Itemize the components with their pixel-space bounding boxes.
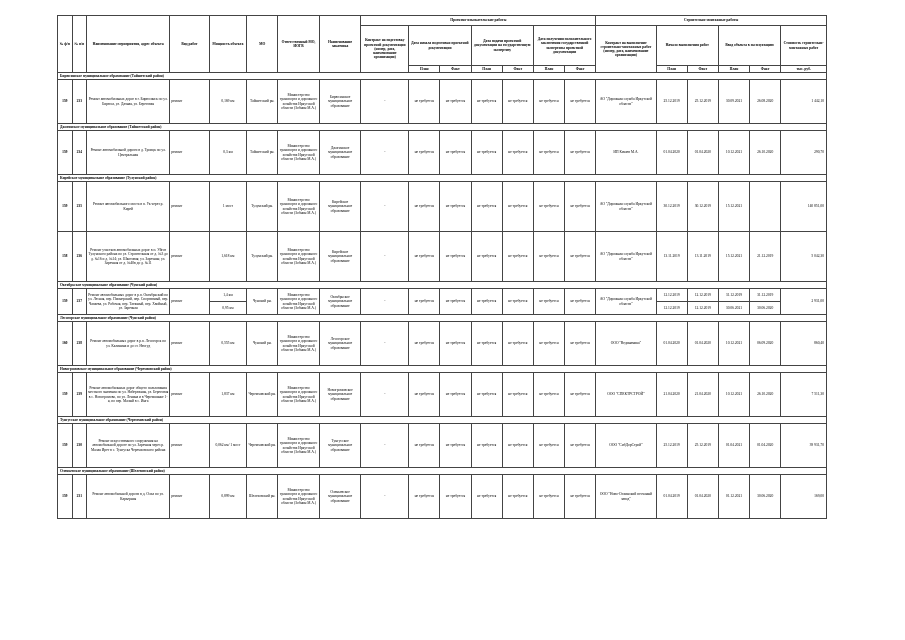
power-cell: 1,618 км [209,232,246,282]
work-cell: ремонт [170,131,209,175]
col-b-commission: Ввод объекта в эксплуатацию [718,26,780,66]
customer-cell: Новогромовское муниципальное образование [319,373,361,417]
fp-cell: 159 [58,182,73,232]
build-date-cell [750,182,781,232]
name-cell: Ремонт искусственного сооружения на автомобильной дороге по ул. Заречная через р. Малая Ирет в с. Тунгуска Черемховского района [87,424,170,468]
build-date-cell: 06.09.2020 [750,322,781,366]
build-date-cell: 12.12.2019 [656,302,687,315]
design-date-cell: не требуется [565,322,596,366]
power-cell: 1 мост [209,182,246,232]
work-cell: ремонт [170,289,209,315]
design-date-cell: не требуется [471,289,502,315]
works-table [57,15,827,519]
work-cell: ремонт [170,373,209,417]
section-title: Бирюсинское муниципальное образование (Тайшетский район) [58,73,827,80]
mo-cell: Чунский рн. [247,322,278,366]
customer-cell: Кирейское муниципальное образование [319,232,361,282]
design-date-cell: не требуется [502,182,533,232]
plan-label: План [533,66,564,73]
cost-cell: 860,40 [781,322,827,366]
group-design: Проектно-изыскательские работы [361,16,596,26]
design-date-cell: не требуется [440,131,471,175]
col-d-contract: Контракт на подготовку проектной документации (номер, дата, наименование организации) [361,26,409,73]
build-date-cell: 26.10.2020 [750,131,781,175]
fact-label: Факт [440,66,471,73]
b-contract-cell: АО "Дорожная служба Иркутской области" [596,289,656,315]
section-title: Лесогорское муниципальное образование (Чунский район) [58,315,827,322]
table-row [58,322,827,366]
col-fp: № ф/п [58,16,73,73]
col-customer: Наименование заказчика [319,16,361,73]
col-name: Наименование мероприятия, адрес объекта [87,16,170,73]
b-contract-cell: ООО "Вединамика" [596,322,656,366]
name-cell: Ремонт автомобильных дорог общего пользования местного значения по ул. Набережная, ул. Береговая в с. Новогромово, по ул. Ленина и в Черемшанке 1-я, по пер. Малый в с. Инга [87,373,170,417]
mo-cell: Черемховский рн. [247,373,278,417]
np-cell: 230 [72,424,87,468]
work-cell: ремонт [170,424,209,468]
np-cell: 231 [72,475,87,519]
design-date-cell: не требуется [471,322,502,366]
group-build: Строительно-монтажные работы [596,16,827,26]
table-row [58,80,827,124]
build-date-cell: 01.04.2020 [656,322,687,366]
resp-cell: Министерство транспорта и дорожного хозяйства Иркутской области (Зобнин М.А.) [278,80,320,124]
work-cell: ремонт [170,80,209,124]
resp-cell: Министерство транспорта и дорожного хозяйства Иркутской области (Зобнин М.А.) [278,424,320,468]
table-body [58,73,827,519]
fp-cell: 159 [58,475,73,519]
b-contract-cell: ООО "Ново-Олхинский песчаный завод" [596,475,656,519]
section-title: Октябрьское муниципальное образование (Чунский район) [58,282,827,289]
np-cell: 238 [72,322,87,366]
section-title: Оленьевское муниципальное образование (Шелеховский район) [58,468,827,475]
build-date-cell: 31.12.2019 [750,289,781,302]
build-date-cell: 10.12.2021 [718,373,749,417]
fp-cell: 159 [58,373,73,417]
table-row [58,373,827,417]
design-date-cell: не требуется [565,289,596,315]
design-date-cell: не требуется [502,232,533,282]
power-cell: 0,95 км [209,302,246,315]
d-contract-cell: - [361,232,409,282]
work-cell: ремонт [170,182,209,232]
d-contract-cell: - [361,475,409,519]
design-date-cell: не требуется [471,373,502,417]
mo-cell: Чунский рн. [247,289,278,315]
build-date-cell: 01.04.2019 [656,475,687,519]
work-cell: ремонт [170,232,209,282]
section-row [58,315,827,322]
plan-label: План [471,66,502,73]
table-row [58,475,827,519]
fp-cell: 159 [58,131,73,175]
power-cell: 1,837 км [209,373,246,417]
design-date-cell: не требуется [565,424,596,468]
design-date-cell: не требуется [502,131,533,175]
build-date-cell: 25.12.2019 [687,424,718,468]
table-row [58,289,827,302]
section-row [58,417,827,424]
power-cell: 0,062 км/ 1 мост [209,424,246,468]
design-date-cell: не требуется [471,475,502,519]
fp-cell: 158 [58,232,73,282]
cost-cell: 7 511,30 [781,373,827,417]
design-date-cell: не требуется [409,289,440,315]
design-date-cell: не требуется [565,475,596,519]
mo-cell: Тайшетский рн. [247,131,278,175]
col-work: Вид работ [170,16,209,73]
np-cell: 233 [72,80,87,124]
design-date-cell: не требуется [409,131,440,175]
col-d-expert: Дата получения положительного заключения государственной экспертизы проектной документации [533,26,595,66]
design-date-cell: не требуется [409,182,440,232]
customer-cell: Оленьевское муниципальное образование [319,475,361,519]
build-date-cell: 12.12.2019 [687,289,718,302]
resp-cell: Министерство транспорта и дорожного хозяйства Иркутской области (Зобнин М.А.) [278,182,320,232]
design-date-cell: не требуется [502,373,533,417]
design-date-cell: не требуется [533,322,564,366]
b-contract-cell: АО "Дорожная служба Иркутской области" [596,232,656,282]
design-date-cell: не требуется [471,182,502,232]
col-b-contract: Контракт на выполнение строительно-монтажных работ (номер, дата, наименование организации) [596,26,656,73]
plan-label: План [409,66,440,73]
section-row [58,175,827,182]
plan-label: План [718,66,749,73]
table-header [58,16,827,73]
design-date-cell: не требуется [533,80,564,124]
build-date-cell: 01.04.2020 [656,131,687,175]
cost-cell: 39 931,70 [781,424,827,468]
section-title: Джогинское муниципальное образование (Тайшетский район) [58,124,827,131]
resp-cell: Министерство транспорта и дорожного хозяйства Иркутской области (Зобнин М.А.) [278,373,320,417]
build-date-cell: 01.04.2020 [687,322,718,366]
build-date-cell: 30.12.2019 [687,182,718,232]
build-date-cell: 30.06.2020 [750,475,781,519]
design-date-cell: не требуется [533,232,564,282]
table-row [58,182,827,232]
cost-cell: 1 442,10 [781,80,827,124]
design-date-cell: не требуется [440,80,471,124]
col-resp: Ответственный МО, ИОГВ [278,16,320,73]
power-cell: 0,3 км [209,131,246,175]
col-np: № п/п [72,16,87,73]
mo-cell: Шелеховский рн. [247,475,278,519]
section-row [58,468,827,475]
design-date-cell: не требуется [440,475,471,519]
plan-label: План [656,66,687,73]
design-date-cell: не требуется [533,475,564,519]
table-row [58,131,827,175]
power-cell: 1,4 км [209,289,246,302]
col-d-submit: Дата подачи проектной документации на государственную экспертизу [471,26,533,66]
section-title: Новогромовское муниципальное образование (Черемховский район) [58,366,827,373]
build-date-cell: 01.04.2021 [718,424,749,468]
table-row [58,232,827,282]
build-date-cell: 26.08.2020 [750,80,781,124]
cost-cell: 169,00 [781,475,827,519]
b-contract-cell: ИП Качаев М.А. [596,131,656,175]
design-date-cell: не требуется [471,232,502,282]
build-date-cell: 25.12.2019 [687,80,718,124]
b-contract-cell: АО "Дорожная служба Иркутской области" [596,182,656,232]
build-date-cell: 25.12.2019 [656,80,687,124]
build-date-cell: 30.09.2021 [718,80,749,124]
np-cell: 237 [72,289,87,315]
build-date-cell: 13.11.2019 [687,232,718,282]
document-sheet [57,15,827,519]
customer-cell: Кирейское муниципальное образование [319,182,361,232]
fp-cell: 159 [58,289,73,315]
work-cell: ремонт [170,322,209,366]
work-cell: ремонт [170,475,209,519]
design-date-cell: не требуется [409,322,440,366]
build-date-cell: 12.12.2019 [687,302,718,315]
design-date-cell: не требуется [471,131,502,175]
b-contract-cell: АО "Дорожная служба Иркутской области" [596,80,656,124]
build-date-cell: 21.12.2019 [750,232,781,282]
col-b-start: Начало выполнения работ [656,26,718,66]
resp-cell: Министерство транспорта и дорожного хозяйства Иркутской области (Зобнин М.А.) [278,322,320,366]
design-date-cell: не требуется [565,373,596,417]
customer-cell: Бирюсинское муниципальное образование [319,80,361,124]
build-date-cell: 15.12.2021 [718,232,749,282]
resp-cell: Министерство транспорта и дорожного хозяйства Иркутской области (Зобнин М.А.) [278,475,320,519]
design-date-cell: не требуется [409,424,440,468]
col-power: Мощность объекта [209,16,246,73]
design-date-cell: не требуется [502,424,533,468]
design-date-cell: не требуется [471,424,502,468]
resp-cell: Министерство транспорта и дорожного хозяйства Иркутской области (Зобнин М.А.) [278,289,320,315]
design-date-cell: не требуется [409,475,440,519]
resp-cell: Министерство транспорта и дорожного хозяйства Иркутской области (Зобнин М.А.) [278,232,320,282]
design-date-cell: не требуется [409,80,440,124]
design-date-cell: не требуется [440,289,471,315]
d-contract-cell: - [361,289,409,315]
d-contract-cell: - [361,80,409,124]
name-cell: Ремонт автомобильных дорог в р.п. Октябрьский по ул. Лесная, пер. Пионерский, пер. Спортивный, пер. Чапаева, ул. Рабочая, пер. Таежный, пер. Хвойный, ул. Заречная [87,289,170,315]
design-date-cell: не требуется [502,80,533,124]
build-date-cell: 13.11.2019 [656,232,687,282]
design-date-cell: не требуется [533,424,564,468]
b-contract-cell: ООО "СПЕКТРСТРОЙ" [596,373,656,417]
fact-label: Факт [687,66,718,73]
cost-cell: 5 042,30 [781,232,827,282]
design-date-cell: не требуется [409,232,440,282]
build-date-cell: 10.12.2021 [718,131,749,175]
design-date-cell: не требуется [565,232,596,282]
design-date-cell: не требуется [565,80,596,124]
design-date-cell: не требуется [565,182,596,232]
build-date-cell: 30.12.2019 [656,182,687,232]
build-date-cell: 30.06.2020 [750,302,781,315]
np-cell: 239 [72,373,87,417]
section-row [58,366,827,373]
col-d-start: Дата начала подготовки проектной документации [409,26,471,66]
design-date-cell: не требуется [502,289,533,315]
fact-label: Факт [750,66,781,73]
power-cell: 0,555 км [209,322,246,366]
build-date-cell: 30.06.2021 [718,302,749,315]
d-contract-cell: - [361,182,409,232]
mo-cell: Черемховский рн. [247,424,278,468]
d-contract-cell: - [361,322,409,366]
customer-cell: Лесогорское муниципальное образование [319,322,361,366]
build-date-cell: 12.12.2019 [656,289,687,302]
build-date-cell: 10.12.2021 [718,322,749,366]
section-title: Тунгусское муниципальное образование (Черемховский район) [58,417,827,424]
design-date-cell: не требуется [565,131,596,175]
b-contract-cell: ООО "СибДорСтрой" [596,424,656,468]
section-row [58,282,827,289]
d-contract-cell: - [361,373,409,417]
fact-label: Факт [565,66,596,73]
design-date-cell: не требуется [440,182,471,232]
design-date-cell: не требуется [440,424,471,468]
mo-cell: Тулунский рн. [247,232,278,282]
name-cell: Ремонт автомобильных дорог в г. Бирюсинск по ул. Бирюса, ул. Дачная, ул. Береговая [87,80,170,124]
fact-label: Факт [502,66,533,73]
design-date-cell: не требуется [533,182,564,232]
power-cell: 0,169 км [209,80,246,124]
build-date-cell: 25.12.2019 [656,424,687,468]
build-date-cell: 01.04.2020 [687,131,718,175]
build-date-cell: 31.12.2019 [718,289,749,302]
design-date-cell: не требуется [533,289,564,315]
build-date-cell: 26.10.2020 [750,373,781,417]
customer-cell: Октябрьское муниципальное образование [319,289,361,315]
section-row [58,124,827,131]
np-cell: 236 [72,232,87,282]
d-contract-cell: - [361,131,409,175]
resp-cell: Министерство транспорта и дорожного хозяйства Иркутской области (Зобнин М.А.) [278,131,320,175]
cost-cell: 140 851,00 [781,182,827,232]
fp-cell: 159 [58,80,73,124]
design-date-cell: не требуется [471,80,502,124]
name-cell: Ремонт автомобильной дороги в д. Троицк по ул. Центральная [87,131,170,175]
mo-cell: Тайшетский рн. [247,80,278,124]
build-date-cell: 21.04.2020 [656,373,687,417]
section-title: Кирейское муниципальное образование (Тулунский район) [58,175,827,182]
name-cell: Ремонт автомобильной дороги в д. Олха по ул. Карьерная [87,475,170,519]
customer-cell: Тунгусское муниципальное образование [319,424,361,468]
build-date-cell: 15.12.2021 [718,182,749,232]
cost-cell: 290,70 [781,131,827,175]
design-date-cell: не требуется [409,373,440,417]
cost-cell: 2 931,00 [781,289,827,315]
design-date-cell: не требуется [533,131,564,175]
table-row [58,424,827,468]
fp-cell: 159 [58,424,73,468]
col-b-cost: Стоимость строительно-монтажных работ [781,26,827,66]
design-date-cell: не требуется [502,322,533,366]
fp-cell: 160 [58,322,73,366]
d-contract-cell: - [361,424,409,468]
customer-cell: Джогинское муниципальное образование [319,131,361,175]
name-cell: Ремонт автомобильного моста в п. Ук через р. Кирей [87,182,170,232]
build-date-cell: 01.04.2020 [750,424,781,468]
design-date-cell: не требуется [502,475,533,519]
design-date-cell: не требуется [533,373,564,417]
name-cell: Ремонт участков автомобильных дорог в п. Уйгат Тулунского района по ул. Строительная от д. №3 до д. №16 и д. №14; ул. Шкотовая; ул. Заречная; ул. Заречная от д. №40в до д. №11 [87,232,170,282]
build-date-cell: 21.04.2020 [687,373,718,417]
design-date-cell: не требуется [440,373,471,417]
mo-cell: Тулунский рн. [247,182,278,232]
unit-label: тыс. руб. [781,66,827,73]
power-cell: 0,899 км [209,475,246,519]
np-cell: 234 [72,131,87,175]
build-date-cell: 01.04.2020 [687,475,718,519]
name-cell: Ремонт автомобильных дорог в р.п. Лесогорск по ул. Калинина и до ст. Неогуд [87,322,170,366]
np-cell: 235 [72,182,87,232]
design-date-cell: не требуется [440,322,471,366]
section-row [58,73,827,80]
design-date-cell: не требуется [440,232,471,282]
build-date-cell: 01.12.2021 [718,475,749,519]
col-mo: МО [247,16,278,73]
